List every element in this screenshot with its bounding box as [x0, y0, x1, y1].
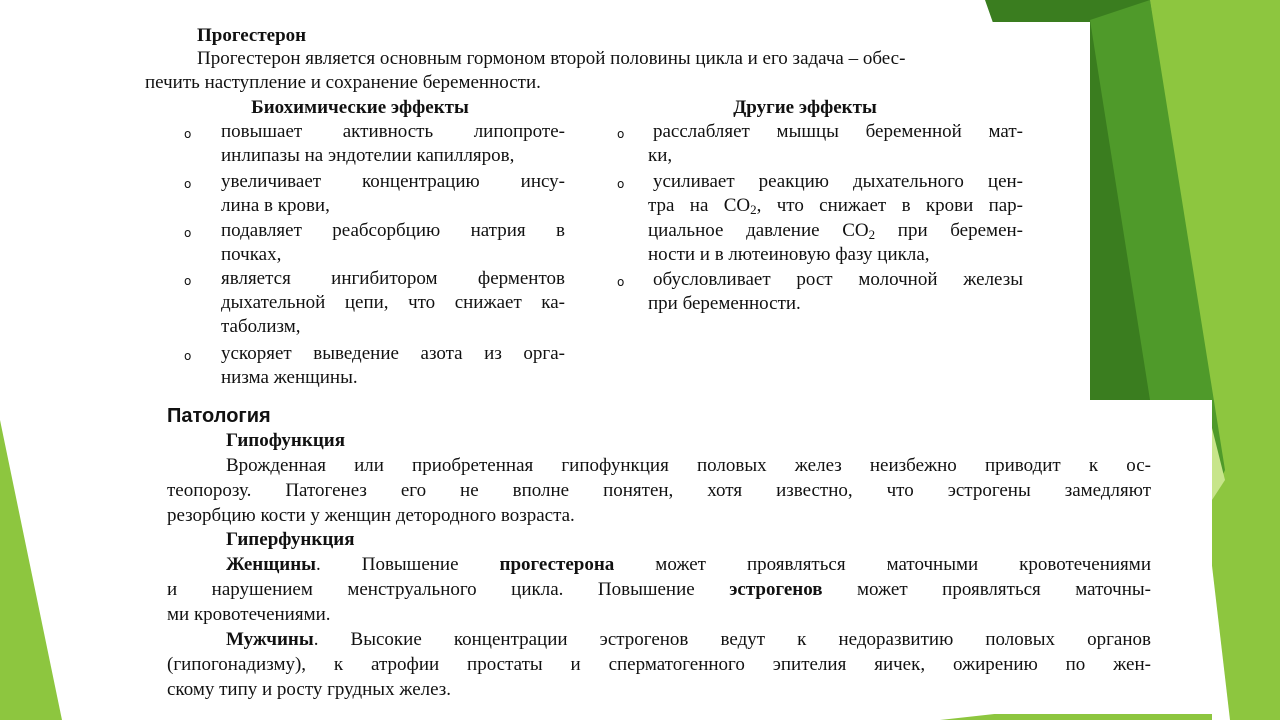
hypofunction-line-1: Врожденная или приобретенная гипофункция половых желез неизбежно приводит к ос-: [226, 455, 1151, 476]
list-bullet: o: [617, 177, 625, 191]
list-item: при беременности.: [648, 293, 801, 314]
list-item: [648, 194, 1023, 218]
intro-line-2: печить наступление и сохранение беременности.: [145, 72, 541, 93]
progesterone-title: Прогестерон: [197, 25, 307, 46]
list-item-text: , что снижает в крови пар-: [756, 195, 1023, 216]
women-line-3: ми кровотечениями.: [167, 604, 331, 625]
men-label: Мужчины: [226, 629, 314, 650]
list-bullet: o: [617, 127, 625, 141]
list-item: увеличивает концентрацию инсу-: [221, 171, 565, 192]
men-line-3: скому типу и росту грудных желез.: [167, 679, 452, 700]
list-item-text: тра на СО: [648, 195, 751, 216]
list-item: ускоряет выведение азота из орга-: [221, 343, 565, 364]
list-bullet: o: [184, 127, 192, 141]
men-text: . Высокие концентрации эстрогенов ведут к недоразвитию половых органов: [313, 629, 1151, 650]
pathology-title: Патология: [167, 405, 271, 427]
subscript: 2: [868, 227, 876, 242]
list-item: [648, 219, 1023, 243]
intro-line-1: Прогестерон является основным гормоном второй половины цикла и его задача – обес-: [197, 48, 906, 69]
list-bullet: o: [184, 226, 192, 240]
list-item: ки,: [648, 145, 673, 166]
women-text: может проявляться маточными кровотечениями: [614, 554, 1151, 575]
list-bullet: o: [617, 275, 625, 289]
list-item: почках,: [221, 244, 282, 265]
estrogen-term: эстрогенов: [729, 579, 823, 600]
list-item: обусловливает рост молочной железы: [653, 269, 1023, 290]
subscript: 2: [750, 202, 757, 217]
list-bullet: o: [184, 274, 192, 288]
hypofunction-title: Гипофункция: [226, 430, 346, 451]
progesterone-term: прогестерона: [499, 554, 615, 575]
list-item: ности и в лютеиновую фазу цикла,: [648, 244, 930, 265]
list-item: расслабляет мышцы беременной мат-: [653, 121, 1023, 142]
list-item: усиливает реакцию дыхательного цен-: [653, 171, 1023, 192]
men-line-1: [226, 628, 1151, 653]
hypofunction-line-3: резорбцию кости у женщин детородного возраста.: [167, 505, 575, 526]
women-text: . Повышение: [315, 554, 500, 575]
list-item: инлипазы на эндотелии капилляров,: [221, 145, 515, 166]
hypofunction-line-2: теопорозу. Патогенез его не вполне понятен, хотя известно, что эстрогены замедляют: [167, 480, 1151, 501]
list-item: подавляет реабсорбцию натрия в: [221, 220, 565, 241]
list-bullet: o: [184, 177, 192, 191]
women-label: Женщины: [226, 554, 316, 575]
list-item-text: циальное давление СО: [648, 220, 869, 241]
list-item: лина в крови,: [221, 195, 330, 216]
list-item: повышает активность липопроте-: [221, 121, 565, 142]
women-text: может проявляться маточны-: [822, 579, 1151, 600]
other-effects-heading: Другие эффекты: [733, 97, 877, 118]
men-line-2: (гипогонадизму), к атрофии простаты и сперматогенного эпителия яичек, ожирению по жен-: [167, 654, 1151, 675]
left-green-wedge: [0, 420, 62, 720]
list-bullet: o: [184, 349, 192, 363]
list-item: таболизм,: [221, 316, 301, 337]
list-item: низма женщины.: [221, 367, 358, 388]
hyperfunction-title: Гиперфункция: [226, 529, 355, 550]
women-text: и нарушением менструального цикла. Повышение: [167, 579, 730, 600]
women-line-2: [167, 578, 1151, 603]
biochemical-effects-heading: Биохимические эффекты: [251, 97, 469, 118]
women-line-1: [226, 553, 1151, 578]
list-item: является ингибитором ферментов: [221, 268, 565, 289]
list-item: дыхательной цепи, что снижает ка-: [221, 292, 565, 313]
list-item-text: при беремен-: [875, 220, 1023, 241]
